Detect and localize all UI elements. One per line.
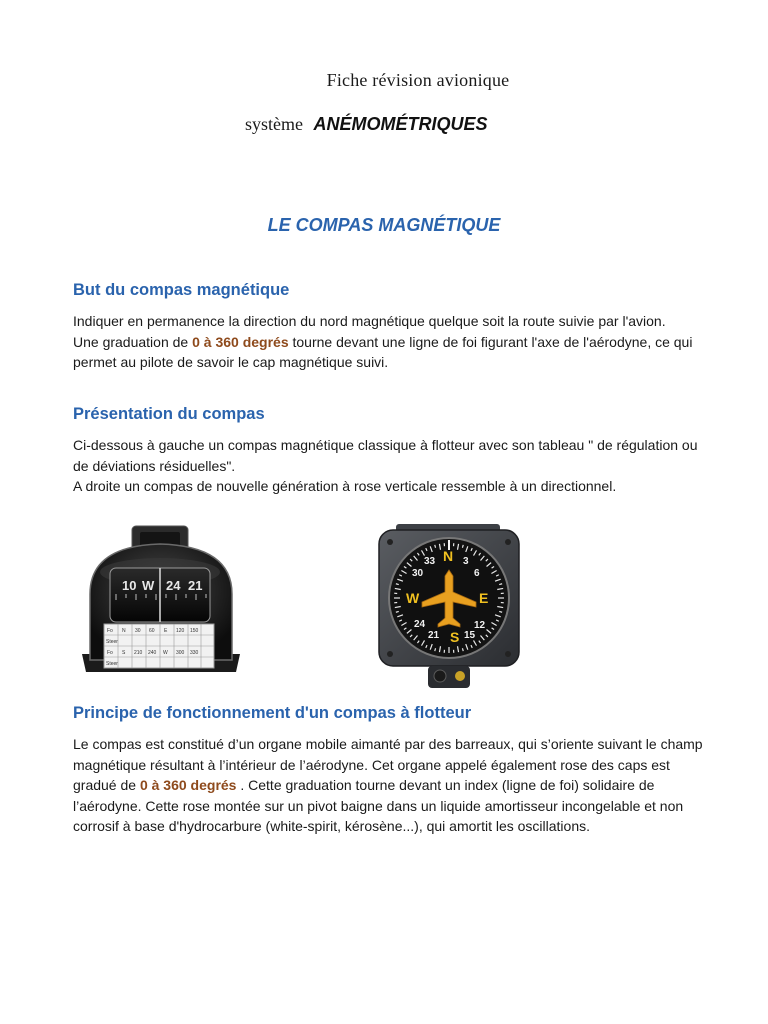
float-compass-image xyxy=(76,522,246,676)
table-r0: Fo xyxy=(107,650,113,656)
cardinal-s: S xyxy=(450,629,460,645)
table-h0: Fo xyxy=(107,628,113,634)
table-h4: E xyxy=(164,628,168,634)
dial-tick xyxy=(499,584,502,585)
principle-highlight: 0 à 360 degrés xyxy=(139,777,237,794)
heading-presentation: Présentation du compas xyxy=(73,405,265,423)
cardinal-n: N xyxy=(443,548,454,564)
card-number-21: 21 xyxy=(188,578,203,593)
presentation-text-1: Ci-dessous à gauche un compas magnétique classique à flotteur avec son tableau " de régulation ou de déviations résiduelles". xyxy=(73,437,698,474)
page-title: LE COMPAS MAGNÉTIQUE xyxy=(267,215,501,235)
dial-3: 3 xyxy=(463,556,469,567)
heading-principle: Principe de fonctionnement d'un compas à flotteur xyxy=(73,704,472,722)
table-steer-2: Steer xyxy=(106,661,118,667)
dial-15: 15 xyxy=(464,630,476,641)
purpose-text-1: Indiquer en permanence la direction du nord magnétique quelque soit la route suivie par l'avion. xyxy=(73,313,666,329)
cardinal-e: E xyxy=(479,590,489,606)
purpose-paragraph xyxy=(73,311,713,373)
card-letter-w: W xyxy=(142,578,155,593)
presentation-paragraph xyxy=(73,435,713,497)
table-h3: 60 xyxy=(149,628,155,634)
header-emphasis: ANÉMOMÉTRIQUES xyxy=(313,114,488,134)
principle-text-a: Le compas est constitué d’un organe mobile aimanté par des barreaux, qui s’oriente suivant le champ magnétique résultant à l’intérieur de l’aérodyne. Cet organe appelé également rose des caps est gradué de xyxy=(73,736,703,794)
table-h1: N xyxy=(122,628,126,634)
dial-30: 30 xyxy=(412,568,424,579)
table-r6: 330 xyxy=(190,650,199,656)
table-r2: 210 xyxy=(134,650,143,656)
dial-tick xyxy=(396,611,399,612)
dial-tick xyxy=(499,611,502,612)
table-h5: 120 xyxy=(176,628,185,634)
cardinal-w: W xyxy=(406,590,420,606)
dial-24: 24 xyxy=(414,619,426,630)
card-number-24: 24 xyxy=(166,578,181,593)
card-number-10: 10 xyxy=(122,578,137,593)
table-steer-1: Steer xyxy=(106,639,118,645)
table-h2: 30 xyxy=(135,628,141,634)
dial-tick xyxy=(462,545,463,548)
table-r1: S xyxy=(122,650,126,656)
table-r3: 240 xyxy=(148,650,157,656)
header-prefix: système xyxy=(245,114,303,134)
dial-21: 21 xyxy=(428,630,440,641)
dial-tick xyxy=(396,584,399,585)
dial-12: 12 xyxy=(474,620,486,631)
table-h6: 150 xyxy=(190,628,199,634)
dial-6: 6 xyxy=(474,568,480,579)
purpose-text-2b: tourne devant une ligne de foi figurant l'axe de l'aérodyne, ce qui permet au pilote de savoir le cap magnétique suivi. xyxy=(73,333,693,371)
presentation-text-2: A droite un compas de nouvelle génération à rose verticale ressemble à un directionnel. xyxy=(73,478,617,495)
heading-purpose: But du compas magnétique xyxy=(73,281,290,299)
dial-tick xyxy=(435,648,436,651)
vertical-compass-image xyxy=(376,524,522,690)
principle-text-b: . Cette graduation tourne devant un index (ligne de foi) solidaire de l’aérodyne. Cette rose montée sur un pivot baigne dans un liquide amortisseur incongelable et non corrosif à base d'hydrocarbure (white-spirit, kérosène...), qui amortit les oscillations. xyxy=(73,777,684,835)
header-line-1: Fiche révision avionique xyxy=(326,70,510,90)
principle-paragraph xyxy=(73,734,713,837)
table-r5: 300 xyxy=(176,650,185,656)
dial-33: 33 xyxy=(424,556,436,567)
table-r4: W xyxy=(163,650,168,656)
dial-tick xyxy=(462,648,463,651)
purpose-text-2a: Une graduation de xyxy=(73,333,193,350)
purpose-highlight: 0 à 360 degrés xyxy=(192,333,289,350)
dial-tick xyxy=(435,545,436,548)
header-line-2 xyxy=(245,114,488,135)
